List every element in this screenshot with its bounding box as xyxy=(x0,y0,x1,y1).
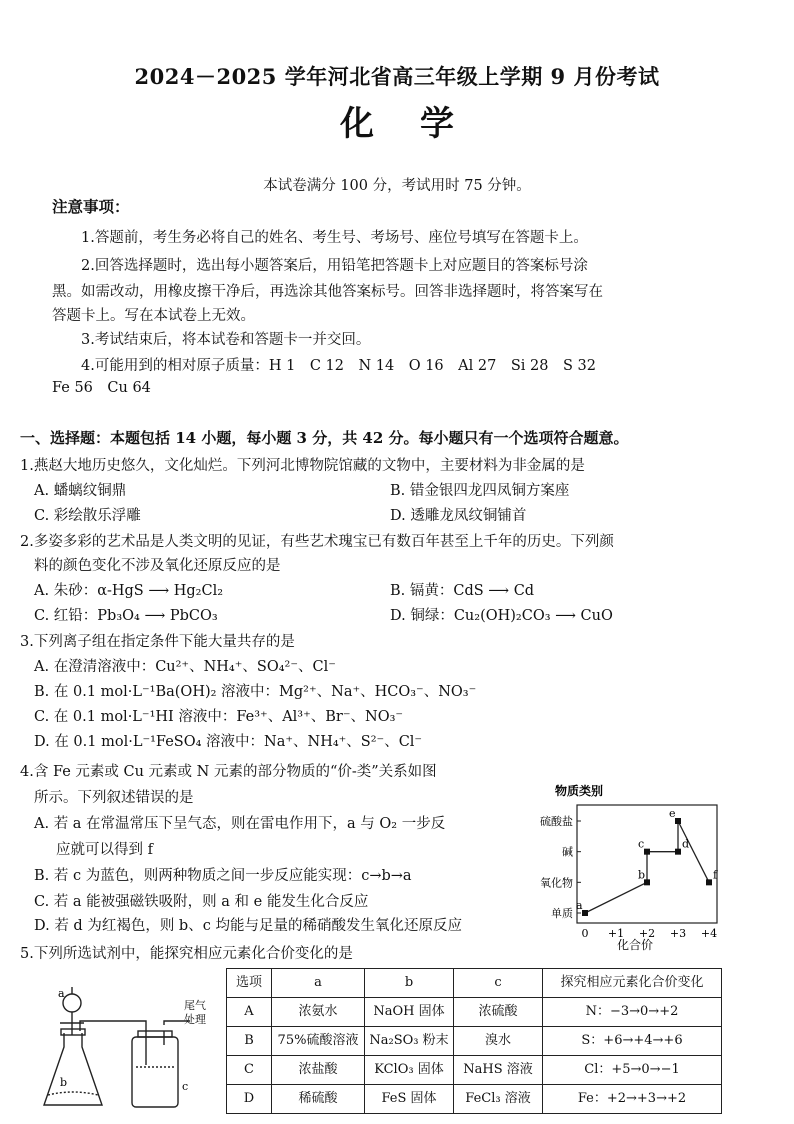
table-header-cell: c xyxy=(454,969,543,998)
point-label-f: f xyxy=(713,868,718,882)
table-cell: 浓氨水 xyxy=(272,998,365,1027)
question-1-option-a: A. 蟠螭纹铜鼎 xyxy=(34,483,127,499)
washing-bottle xyxy=(132,1021,190,1107)
question-2-option-d: D. 铜绿：Cu₂(OH)₂CO₃ ⟶ CuO xyxy=(390,608,613,624)
x-tick-label: +3 xyxy=(669,927,687,940)
question-4-option-b: B. 若 c 为蓝色，则两种物质之间一步反应能实现：c→b→a xyxy=(34,868,412,884)
table-cell: S：+6→+4→+6 xyxy=(543,1027,722,1056)
question-3-stem: 3.下列离子组在指定条件下能大量共存的是 xyxy=(20,634,295,650)
question-4-stem-line-2: 所示。下列叙述错误的是 xyxy=(34,790,194,806)
table-cell: Na₂SO₃ 粉末 xyxy=(365,1027,454,1056)
question-1-option-d: D. 透雕龙凤纹铜铺首 xyxy=(390,508,527,524)
point-label-d: d xyxy=(682,837,690,851)
notice-item-1: 1.答题前，考生务必将自己的姓名、考生号、考场号、座位号填写在答题卡上。 xyxy=(81,230,588,246)
section-heading: 一、选择题：本题包括 14 小题，每小题 3 分，共 42 分。每小题只有一个选项符合题意。 xyxy=(20,429,629,447)
notice-item-2-line-2: 黑。如需改动，用橡皮擦干净后，再选涂其他答案标号。回答非选择题时，将答案写在 xyxy=(52,284,603,300)
point-c xyxy=(644,849,650,855)
chart-xlabel: 化合价 xyxy=(617,938,654,952)
x-tick-label: 0 xyxy=(581,927,589,940)
x-tick-label: +4 xyxy=(700,927,718,940)
question-1-stem: 1.燕赵大地历史悠久，文化灿烂。下列河北博物院馆藏的文物中，主要材料为非金属的是 xyxy=(20,458,585,474)
y-category-label: 硫酸盐 xyxy=(540,815,573,828)
point-label-c: c xyxy=(638,837,645,851)
x-tick-label: +2 xyxy=(638,927,656,940)
y-category-label: 氧化物 xyxy=(540,876,573,890)
question-3-option-d: D. 在 0.1 mol·L⁻¹FeSO₄ 溶液中：Na⁺、NH₄⁺、S²⁻、Cl⁻ xyxy=(34,734,423,750)
point-f xyxy=(706,879,712,885)
table-cell: D xyxy=(227,1085,272,1114)
table-row xyxy=(227,1056,722,1085)
label-a: a xyxy=(58,987,65,1000)
question-4-option-d: D. 若 d 为红褐色，则 b、c 均能与足量的稀硝酸发生氧化还原反应 xyxy=(34,918,462,934)
table-cell: KClO₃ 固体 xyxy=(365,1056,454,1085)
question-2-stem-line-2: 料的颜色变化不涉及氧化还原反应的是 xyxy=(34,558,281,574)
question-3-option-b: B. 在 0.1 mol·L⁻¹Ba(OH)₂ 溶液中：Mg²⁺、Na⁺、HCO₃⁻、NO₃⁻ xyxy=(34,684,477,700)
path-segment xyxy=(678,821,709,882)
y-category-label: 单质 xyxy=(551,907,573,920)
table-cell: 溴水 xyxy=(454,1027,543,1056)
table-cell: B xyxy=(227,1027,272,1056)
chart-ylabel: 物质类别 xyxy=(555,784,604,798)
x-tick-label: +1 xyxy=(607,927,625,940)
notice-item-2-line-1: 2.回答选择题时，选出每小题答案后，用铅笔把答题卡上对应题目的答案标号涂 xyxy=(81,258,588,274)
question-4-option-c: C. 若 a 能被强磁铁吸附，则 a 和 e 能发生化合反应 xyxy=(34,894,369,910)
subject-title: 化学 xyxy=(340,104,500,144)
exam-title: 2024－2025 学年河北省高三年级上学期 9 月份考试 xyxy=(134,64,660,89)
table-cell: 浓硫酸 xyxy=(454,998,543,1027)
point-a xyxy=(582,910,588,916)
table-header-cell: 选项 xyxy=(227,969,272,998)
exam-info: 本试卷满分 100 分，考试用时 75 分钟。 xyxy=(263,178,531,194)
table-row xyxy=(227,1027,722,1056)
table-cell: Fe：+2→+3→+2 xyxy=(543,1085,722,1114)
notice-item-3: 3.考试结束后，将本试卷和答题卡一并交回。 xyxy=(81,332,371,348)
point-label-a: a xyxy=(576,899,583,912)
tail-gas-label-wrap xyxy=(184,999,224,1039)
y-category-label: 碱 xyxy=(562,845,573,859)
question-1-option-c: C. 彩绘散乐浮雕 xyxy=(34,508,141,524)
question-2-option-a: A. 朱砂：α-HgS ⟶ Hg₂Cl₂ xyxy=(34,583,224,599)
path-segment xyxy=(585,882,647,913)
notice-item-4-line-2: Fe 56 Cu 64 xyxy=(52,380,151,396)
gas-apparatus-diagram xyxy=(40,985,226,1115)
question-4-option-a-line-1: A. 若 a 在常温常压下呈气态，则在雷电作用下，a 与 O₂ 一步反 xyxy=(34,816,446,832)
table-header-cell: b xyxy=(365,969,454,998)
label-b: b xyxy=(60,1076,68,1089)
valence-class-chart xyxy=(505,783,730,953)
label-c: c xyxy=(182,1080,189,1093)
table-header-row xyxy=(227,969,722,998)
table-cell: Cl：+5→0→−1 xyxy=(543,1056,722,1085)
question-5-table xyxy=(226,968,722,1114)
delivery-tube xyxy=(80,1021,146,1065)
table-cell: A xyxy=(227,998,272,1027)
point-d xyxy=(675,849,681,855)
question-4-option-a-line-2: 应就可以得到 f xyxy=(56,842,153,858)
table-cell: N：−3→0→+2 xyxy=(543,998,722,1027)
question-4-stem-line-1: 4.含 Fe 元素或 Cu 元素或 N 元素的部分物质的“价-类”关系如图 xyxy=(20,764,437,780)
question-2-option-b: B. 镉黄：CdS ⟶ Cd xyxy=(390,583,535,599)
question-2-stem-line-1: 2.多姿多彩的艺术品是人类文明的见证，有些艺术瑰宝已有数百年甚至上千年的历史。下列颜 xyxy=(20,534,614,550)
tail-gas-label: 尾气处理 xyxy=(184,999,206,1027)
table-cell: NaOH 固体 xyxy=(365,998,454,1027)
notice-item-2-line-3: 答题卡上。写在本试卷上无效。 xyxy=(52,308,255,324)
table-cell: FeS 固体 xyxy=(365,1085,454,1114)
question-2-option-c: C. 红铅：Pb₃O₄ ⟶ PbCO₃ xyxy=(34,608,218,624)
question-1-option-b: B. 错金银四龙四凤铜方案座 xyxy=(390,483,570,499)
table-header-cell: 探究相应元素化合价变化 xyxy=(543,969,722,998)
table-header-cell: a xyxy=(272,969,365,998)
table-row xyxy=(227,1085,722,1114)
table-cell: FeCl₃ 溶液 xyxy=(454,1085,543,1114)
table-cell: 稀硫酸 xyxy=(272,1085,365,1114)
question-3-option-c: C. 在 0.1 mol·L⁻¹HI 溶液中：Fe³⁺、Al³⁺、Br⁻、NO₃⁻ xyxy=(34,709,404,725)
table-cell: 浓盐酸 xyxy=(272,1056,365,1085)
notice-heading: 注意事项： xyxy=(52,197,130,216)
point-label-e: e xyxy=(669,807,676,820)
point-e xyxy=(675,818,681,824)
table-cell: 75%硫酸溶液 xyxy=(272,1027,365,1056)
table-cell: C xyxy=(227,1056,272,1085)
question-3-option-a: A. 在澄清溶液中：Cu²⁺、NH₄⁺、SO₄²⁻、Cl⁻ xyxy=(34,659,336,675)
point-label-b: b xyxy=(638,868,646,882)
table-row xyxy=(227,998,722,1027)
table-cell: NaHS 溶液 xyxy=(454,1056,543,1085)
question-5-stem: 5.下列所选试剂中，能探究相应元素化合价变化的是 xyxy=(20,946,353,962)
conical-flask xyxy=(44,1029,102,1105)
notice-item-4-line-1: 4.可能用到的相对原子质量：H 1 C 12 N 14 O 16 Al 27 Si 28 S 32 xyxy=(81,358,596,374)
